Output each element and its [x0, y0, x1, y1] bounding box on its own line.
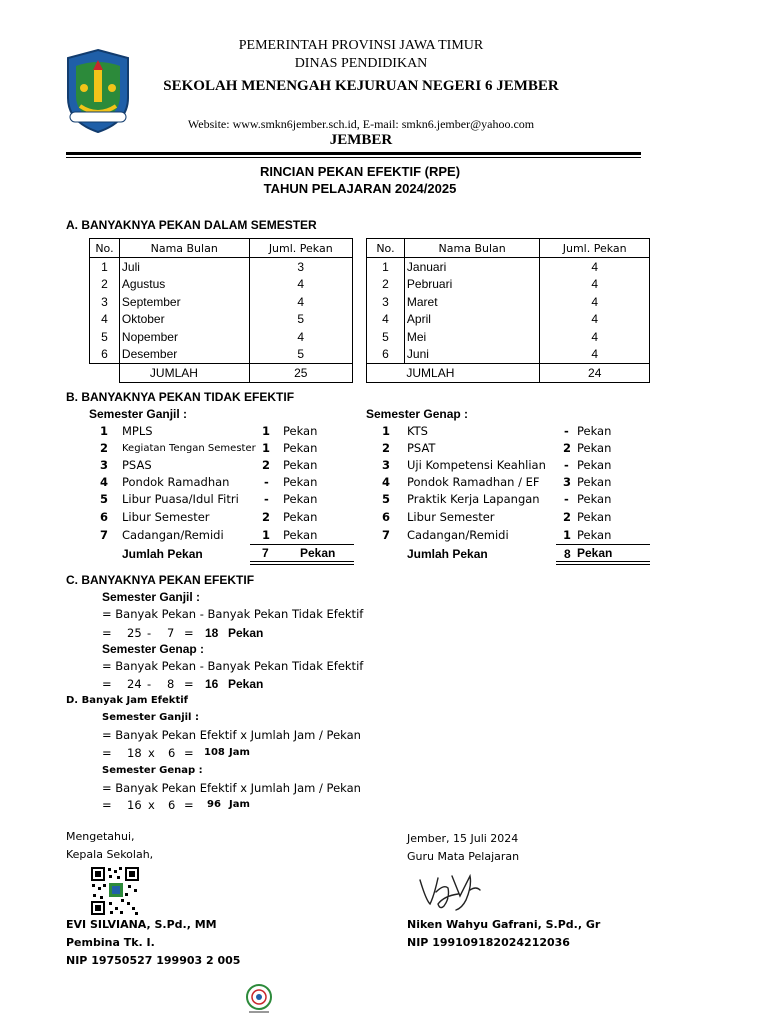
- table-row: 6 Desember 5: [90, 346, 353, 364]
- list-item: 1 MPLS 1 Pekan: [100, 424, 318, 438]
- table-row: 3 September 4: [90, 293, 353, 311]
- header-divider-thick: [66, 152, 641, 155]
- table-semester-genap: No. Nama Bulan Juml. Pekan 1 Januari 4 2 Pebruari 4 3 Maret 4 4 April 4 5 Mei 4 6 Juni 4 JUMLAH 24: [366, 238, 650, 383]
- c-ganjil-formula: = Banyak Pekan - Banyak Pekan Tidak Efektif: [102, 607, 364, 621]
- header-line1: PEMERINTAH PROVINSI JAWA TIMUR: [238, 38, 484, 53]
- qr-code-icon: [90, 866, 140, 916]
- list-item: 6 Libur Semester 2 Pekan: [100, 510, 318, 524]
- ganjil-label: Semester Ganjil :: [89, 407, 188, 421]
- table-row: 6 Juni 4: [367, 346, 650, 364]
- d-genap-formula: = Banyak Pekan Efektif x Jumlah Jam / Pekan: [102, 781, 361, 795]
- jumlah-pekan-unit: Pekan: [577, 546, 613, 560]
- table-row: 1 Juli 3: [90, 258, 353, 276]
- list-item: 1 KTS - Pekan: [382, 424, 612, 438]
- sign-left-line1: Mengetahui,: [66, 830, 135, 843]
- total-row: [90, 364, 353, 383]
- list-item: 6 Libur Semester 2 Pekan: [382, 510, 612, 524]
- table-row: 3 Maret 4: [367, 293, 650, 311]
- sign-right-line1: Jember, 15 Juli 2024: [407, 832, 519, 845]
- col-header-bulan: Nama Bulan: [119, 239, 249, 258]
- list-item: 4 Pondok Ramadhan / EF 3 Pekan: [382, 475, 612, 489]
- jumlah-pekan-label: Jumlah Pekan: [122, 547, 203, 561]
- sign-left-name: EVI SILVIANA, S.Pd., MM: [66, 918, 217, 931]
- school-city: JEMBER: [329, 132, 393, 148]
- list-item: 5 Libur Puasa/Idul Fitri - Pekan: [100, 492, 318, 506]
- province-logo: [64, 48, 132, 134]
- list-item: 4 Pondok Ramadhan - Pekan: [100, 475, 318, 489]
- table-row: 2 Pebruari 4: [367, 276, 650, 294]
- jumlah-pekan-label: Jumlah Pekan: [407, 547, 488, 561]
- sign-right-nip: NIP 199109182024212036: [407, 936, 570, 949]
- jumlah-pekan-genap: 8: [564, 547, 571, 561]
- header-divider-thin: [66, 157, 641, 158]
- list-item: 3 Uji Kompetensi Keahlian - Pekan: [382, 458, 612, 472]
- school-name: SEKOLAH MENENGAH KEJURUAN NEGERI 6 JEMBER: [163, 78, 559, 94]
- table-row: 4 April 4: [367, 311, 650, 329]
- d-ganjil-label: Semester Ganjil :: [102, 712, 199, 723]
- doc-subtitle: TAHUN PELAJARAN 2024/2025: [263, 181, 457, 196]
- table-row: 5 Nopember 4: [90, 328, 353, 346]
- d-ganjil-formula: = Banyak Pekan Efektif x Jumlah Jam / Pekan: [102, 728, 361, 742]
- genap-label: Semester Genap :: [366, 407, 469, 421]
- list-item: 2 Kegiatan Tengan Semester 1 Pekan: [100, 441, 318, 455]
- table-semester-ganjil: [89, 238, 353, 383]
- d-genap-label: Semester Genap :: [102, 765, 203, 776]
- school-contact: Website: www.smkn6jember.sch.id, E-mail: smkn6.jember@yahoo.com: [187, 117, 535, 131]
- list-item: 7 Cadangan/Remidi 1 Pekan: [100, 528, 318, 542]
- list-item: 7 Cadangan/Remidi 1 Pekan: [382, 528, 612, 542]
- table-row: 5 Mei 4: [367, 328, 650, 346]
- section-c-heading: C. BANYAKNYA PEKAN EFEKTIF: [66, 573, 255, 587]
- total-value: 25: [249, 364, 352, 383]
- sign-right-name: Niken Wahyu Gafrani, S.Pd., Gr: [407, 918, 601, 931]
- c-genap-label: Semester Genap :: [102, 642, 205, 656]
- table-row: 4 Oktober 5: [90, 311, 353, 329]
- jumlah-pekan-ganjil: 7: [262, 546, 269, 560]
- jumlah-pekan-unit: Pekan: [300, 546, 336, 560]
- sign-right-line2: Guru Mata Pelajaran: [407, 850, 520, 863]
- section-d-heading: D. Banyak Jam Efektif: [66, 695, 189, 706]
- handwritten-signature: [414, 866, 484, 916]
- double-underline: [250, 561, 354, 565]
- table-row: 2 Agustus 4: [90, 276, 353, 294]
- total-label: JUMLAH: [119, 364, 249, 383]
- table-row: 1 Januari 4: [367, 258, 650, 276]
- list-item: 5 Praktik Kerja Lapangan - Pekan: [382, 492, 612, 506]
- doc-title: RINCIAN PEKAN EFEKTIF (RPE): [259, 164, 461, 179]
- double-underline: [556, 561, 650, 565]
- c-genap-formula: = Banyak Pekan - Banyak Pekan Tidak Efektif: [102, 659, 364, 673]
- sign-left-line2: Kepala Sekolah,: [66, 848, 154, 861]
- footer-logo-icon: [242, 983, 276, 1015]
- col-header-jumlah: Juml. Pekan: [249, 239, 352, 258]
- sign-left-rank: Pembina Tk. I.: [66, 936, 155, 949]
- section-a-heading: A. BANYAKNYA PEKAN DALAM SEMESTER: [66, 218, 317, 232]
- section-b-heading: B. BANYAKNYA PEKAN TIDAK EFEKTIF: [66, 390, 295, 404]
- sum-line: [556, 544, 650, 545]
- c-ganjil-label: Semester Ganjil :: [102, 590, 201, 604]
- list-item: 3 PSAS 2 Pekan: [100, 458, 318, 472]
- header-line2: DINAS PENDIDIKAN: [294, 56, 428, 71]
- sign-left-nip: NIP 19750527 199903 2 005: [66, 954, 241, 967]
- total-row: JUMLAH 24: [367, 364, 650, 383]
- list-item: 2 PSAT 2 Pekan: [382, 441, 612, 455]
- col-header-no: No.: [90, 239, 120, 258]
